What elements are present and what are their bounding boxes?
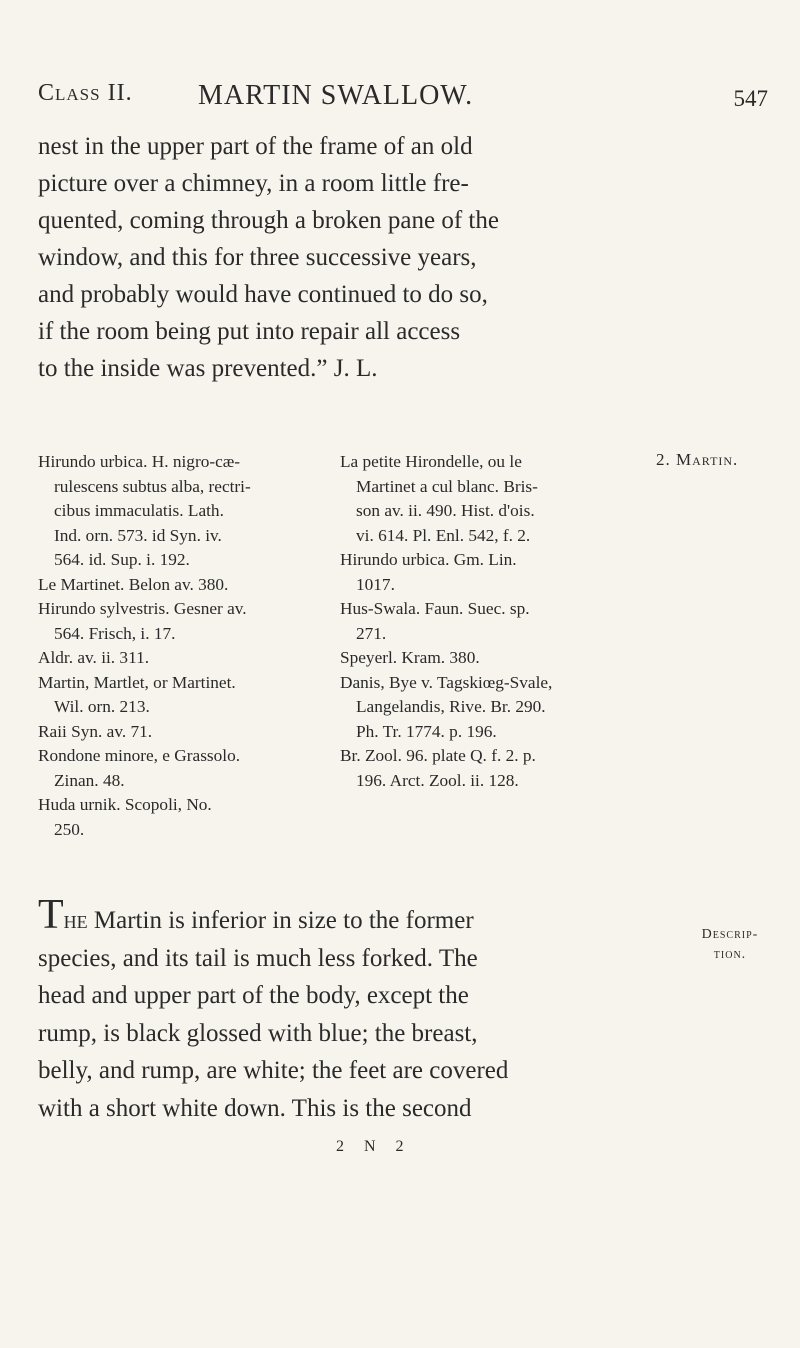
synonym-line: rulescens subtus alba, rectri-	[54, 476, 251, 496]
synonym-line: Hirundo urbica. Gm. Lin.	[340, 550, 517, 569]
drop-cap: T	[38, 892, 64, 938]
synonym-line: Martin, Martlet, or Martinet.	[38, 672, 236, 692]
synonym-line: Le Martinet. Belon av. 380.	[38, 574, 229, 594]
continued-paragraph	[38, 128, 638, 387]
margin-note-line: Descrip-	[701, 927, 759, 942]
running-head	[38, 80, 768, 120]
synonym-line: 271.	[356, 623, 387, 643]
synonym-line: Br. Zool. 96. plate Q. f. 2. p.	[340, 746, 536, 765]
synonym-line: La petite Hirondelle, ou le	[340, 452, 522, 471]
margin-note-line: tion.	[713, 947, 747, 962]
text-line: if the room being put into repair all access	[38, 318, 461, 345]
synonym-line: Ph. Tr. 1774. p. 196.	[356, 721, 497, 741]
synonym-line: son av. ii. 490. Hist. d'ois.	[356, 501, 535, 520]
synonym-line: Hus-Swala. Faun. Suec. sp.	[340, 599, 530, 618]
page-title: MARTIN SWALLOW.	[198, 80, 474, 111]
class-label: Class II.	[38, 80, 133, 106]
text-line: picture over a chimney, in a room little fre-	[38, 170, 469, 197]
text-line: nest in the upper part of the frame of an old	[38, 133, 473, 160]
description-paragraph	[38, 892, 638, 1127]
synonym-line: cibus immaculatis. Lath.	[54, 501, 224, 520]
text-line: quented, coming through a broken pane of the	[38, 207, 499, 234]
text-line: species, and its tail is much less forked. The	[38, 944, 478, 972]
synonym-line: Raii Syn. av. 71.	[38, 721, 153, 741]
synonym-line: Martinet a cul blanc. Bris-	[356, 476, 538, 496]
synonym-line: Hirundo urbica. H. nigro-cæ-	[38, 452, 241, 471]
first-line-text: Martin is inferior in size to the former	[93, 907, 474, 934]
signature-mark: 2 N 2	[336, 1138, 412, 1155]
synonym-line: 250.	[54, 819, 85, 839]
species-margin-note: 2. Martin.	[656, 450, 739, 469]
synonym-line: Hirundo sylvestris. Gesner av.	[38, 599, 247, 618]
synonymy-right-column	[340, 450, 640, 793]
synonymy-left-column	[38, 450, 313, 842]
synonym-line: Aldr. av. ii. 311.	[38, 648, 150, 667]
synonym-line: 1017.	[356, 574, 395, 594]
text-line	[38, 892, 638, 940]
description-margin-note	[680, 925, 780, 965]
synonym-line: Huda urnik. Scopoli, No.	[38, 795, 212, 814]
text-line: to the inside was prevented.” J. L.	[38, 355, 378, 382]
text-line: window, and this for three successive years,	[38, 244, 477, 271]
synonym-line: 196. Arct. Zool. ii. 128.	[356, 770, 519, 790]
synonym-line: Langelandis, Rive. Br. 290.	[356, 697, 546, 716]
synonym-line: 564. id. Sup. i. 192.	[54, 550, 190, 569]
synonym-line: Wil. orn. 213.	[54, 697, 150, 716]
synonym-line: Zinan. 48.	[54, 770, 125, 790]
text-line: head and upper part of the body, except the	[38, 982, 469, 1009]
synonym-line: 564. Frisch, i. 17.	[54, 623, 176, 643]
synonym-line: Danis, Bye v. Tagskiœg-Svale,	[340, 672, 553, 692]
text-line: with a short white down. This is the second	[38, 1094, 472, 1122]
small-caps-word: he	[63, 907, 88, 934]
synonym-line: vi. 614. Pl. Enl. 542, f. 2.	[356, 525, 531, 545]
text-line: rump, is black glossed with blue; the breast,	[38, 1019, 478, 1047]
synonym-line: Speyerl. Kram. 380.	[340, 648, 480, 667]
text-line: belly, and rump, are white; the feet are covered	[38, 1057, 509, 1084]
page-number: 547	[733, 86, 768, 111]
synonym-line: Ind. orn. 573. id Syn. iv.	[54, 525, 222, 545]
synonym-line: Rondone minore, e Grassolo.	[38, 746, 241, 765]
text-line: and probably would have continued to do so,	[38, 281, 488, 308]
